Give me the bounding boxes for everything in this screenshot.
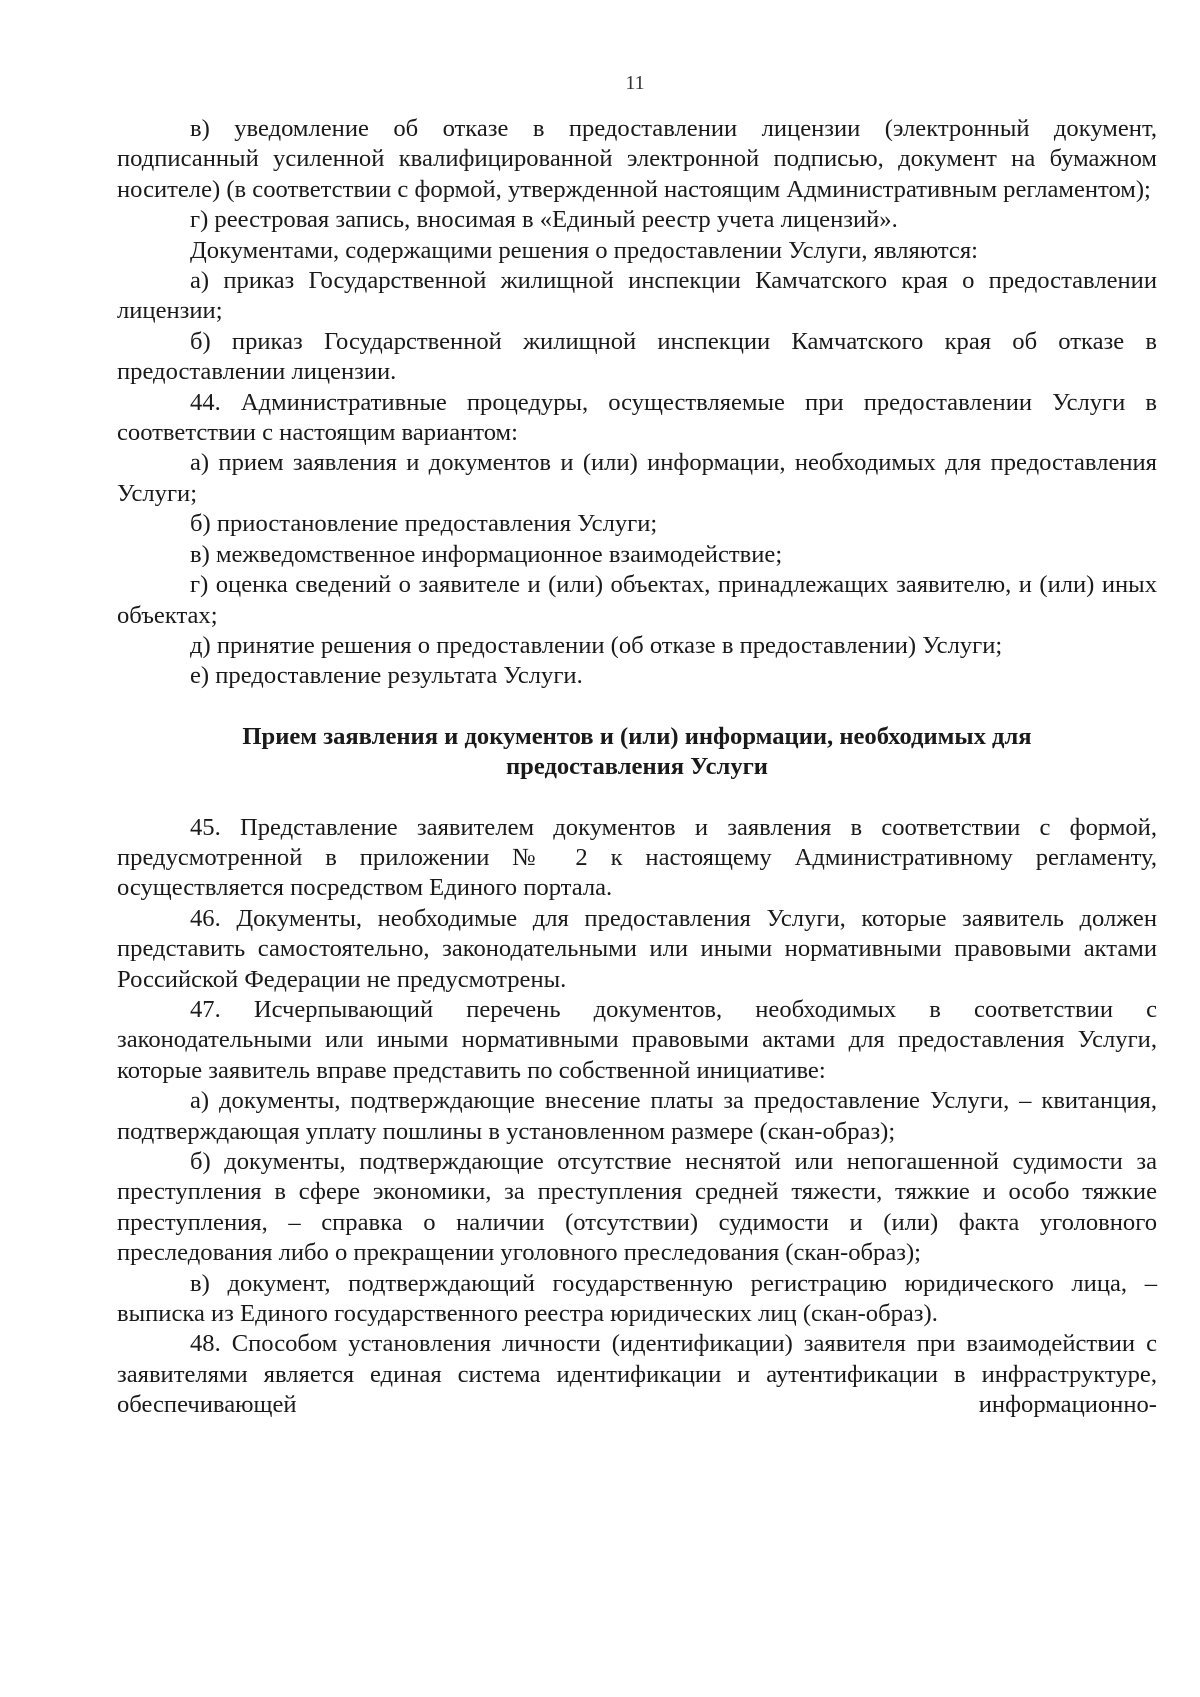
paragraph-item-v-notice: в) уведомление об отказе в предоставлении лицензии (электронный документ, подписанный усиленной квалифицированной электронной подписью, документ на бумажном носителе) (в соответствии с формой, утвержденной настоящим Административным регламентом);: [117, 115, 1157, 203]
paragraph-45: 45. Представление заявителем документов и заявления в соответствии с формой, предусмотренной в приложении № 2 к настоящему Административному регламенту, осуществляется посредством Единого портала.: [117, 813, 1157, 902]
paragraph-44-item-g: г) оценка сведений о заявителе и (или) объектах, принадлежащих заявителю, и (или) иных объектах;: [117, 571, 1157, 629]
section-heading-line-1: Прием заявления и документов и (или) информации, необходимых для: [242, 722, 1032, 750]
paragraph-decision-documents: Документами, содержащими решения о предоставлении Услуги, являются:: [190, 236, 978, 264]
paragraph-47: 47. Исчерпывающий перечень документов, необходимых в соответствии с законодательными или иными нормативными правовыми актами для предоставления Услуги, которые заявитель вправе представить по собственной инициативе:: [117, 995, 1157, 1084]
paragraph-46: 46. Документы, необходимые для предоставления Услуги, которые заявитель должен представить самостоятельно, законодательными или иными нормативными правовыми актами Российской Федерации не предусмотрены.: [117, 904, 1157, 993]
paragraph-44-item-d: д) принятие решения о предоставлении (об отказе в предоставлении) Услуги;: [190, 631, 1003, 659]
paragraph-47-item-v: в) документ, подтверждающий государственную регистрацию юридического лица, – выписка из Единого государственного реестра юридических лиц (скан-образ).: [117, 1269, 1157, 1328]
paragraph-44-item-b: б) приостановление предоставления Услуги;: [190, 510, 658, 538]
paragraph-item-b-order-refusal: б) приказ Государственной жилищной инспекции Камчатского края об отказе в предоставлении лицензии.: [117, 327, 1157, 386]
section-heading-line-2: предоставления Услуги: [506, 753, 768, 781]
paragraph-44-item-a: а) прием заявления и документов и (или) информации, необходимых для предоставления Услуги;: [117, 449, 1157, 507]
paragraph-item-g-registry: г) реестровая запись, вносимая в «Единый реестр учета лицензий».: [190, 206, 898, 234]
section-heading: [117, 722, 1157, 783]
paragraph-44: 44. Административные процедуры, осуществляемые при предоставлении Услуги в соответствии с настоящим вариантом:: [117, 388, 1157, 447]
paragraph-47-item-a: а) документы, подтверждающие внесение платы за предоставление Услуги, – квитанция, подтверждающая уплату пошлины в установленном размере (скан-образ);: [117, 1087, 1157, 1145]
page-number: 11: [625, 72, 645, 94]
paragraph-48: 48. Способом установления личности (идентификации) заявителя при взаимодействии с заявителями является единая система идентификации и аутентификации в инфраструктуре, обеспечивающей информационно-: [117, 1330, 1157, 1419]
paragraph-47-item-b: б) документы, подтверждающие отсутствие неснятой или непогашенной судимости за преступления в сфере экономики, за преступления средней тяжести, тяжкие и особо тяжкие преступления, – справка о наличии (отсутствии) судимости и (или) факта уголовного преследования либо о прекращении уголовного преследования (скан-образ);: [117, 1148, 1157, 1267]
paragraph-item-a-order: а) приказ Государственной жилищной инспекции Камчатского края о предоставлении лицензии;: [117, 267, 1157, 325]
paragraph-44-item-e: е) предоставление результата Услуги.: [190, 662, 583, 690]
document-body: [117, 114, 1157, 1421]
paragraph-44-item-v: в) межведомственное информационное взаимодействие;: [190, 540, 783, 568]
